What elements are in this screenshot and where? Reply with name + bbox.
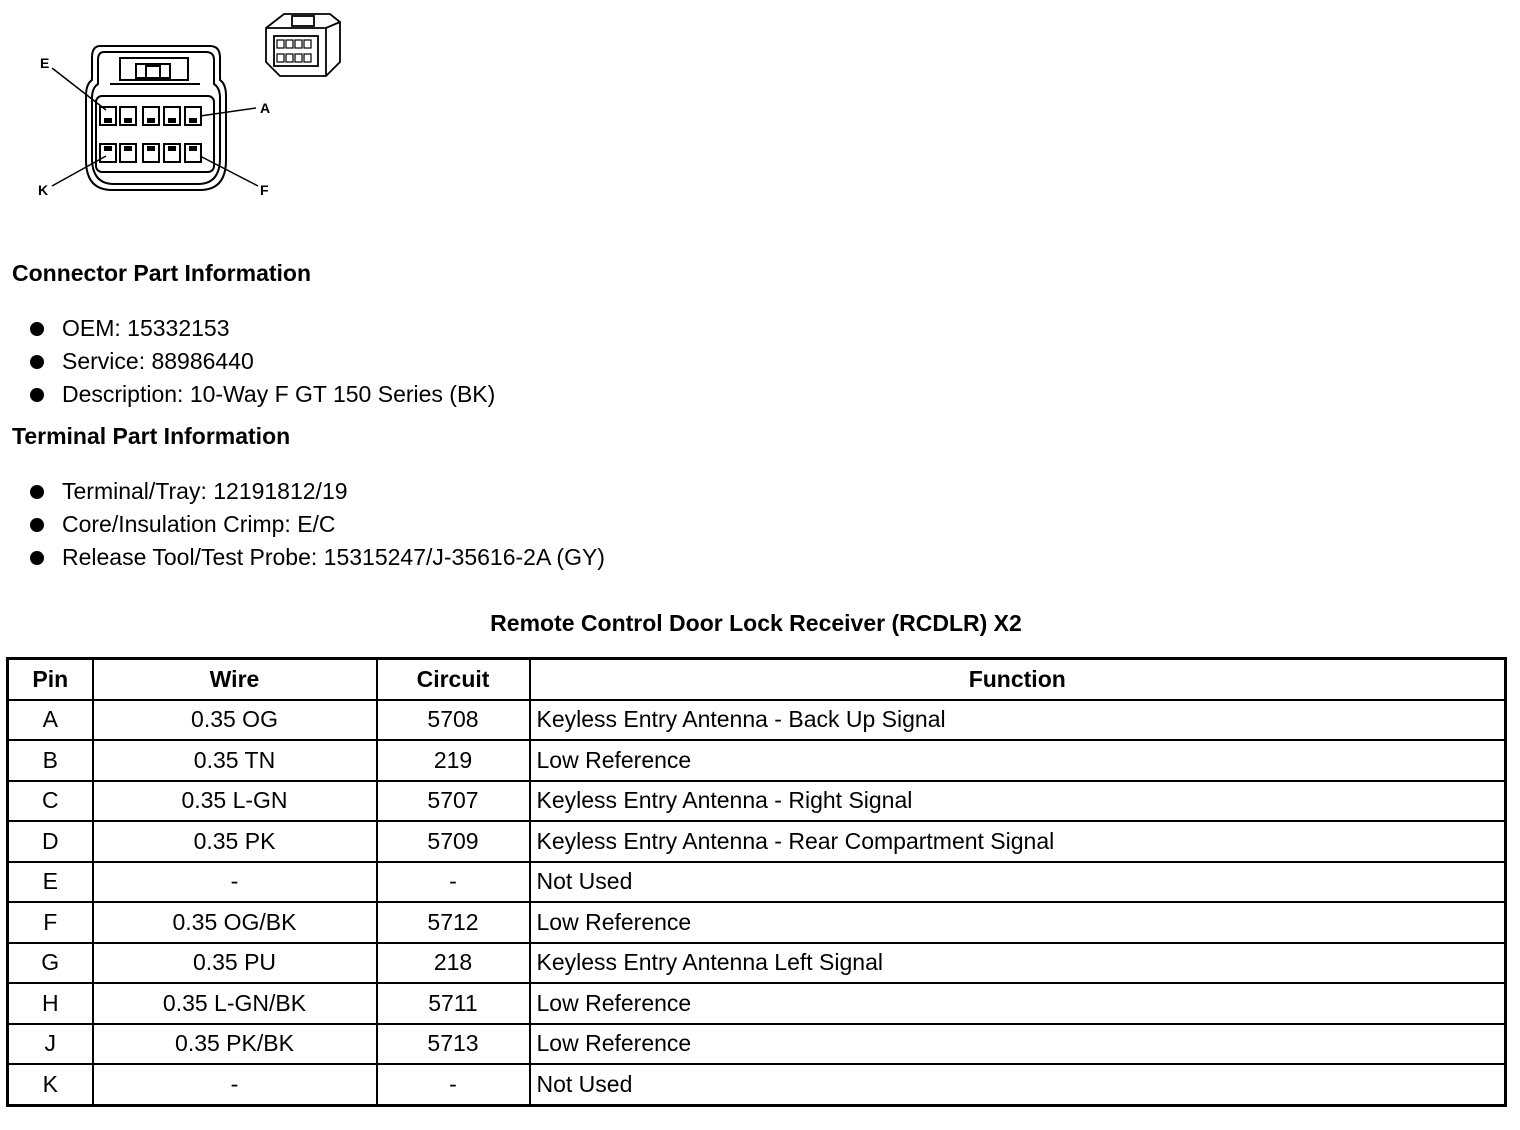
table-row [8, 902, 1506, 943]
connector-face-icon [52, 46, 258, 190]
cell-pin: H [8, 983, 93, 1024]
cell-function: Keyless Entry Antenna - Back Up Signal [530, 700, 1506, 741]
list-item [28, 541, 605, 574]
cell-wire: 0.35 L-GN [93, 781, 377, 822]
cell-circuit: 5709 [377, 821, 530, 862]
table-row [8, 700, 1506, 741]
cell-wire: 0.35 TN [93, 740, 377, 781]
table-row [8, 943, 1506, 984]
cell-circuit: 5712 [377, 902, 530, 943]
cell-function: Keyless Entry Antenna Left Signal [530, 943, 1506, 984]
pin-label-e: E [40, 55, 50, 71]
cell-circuit: 218 [377, 943, 530, 984]
cell-function: Not Used [530, 1064, 1506, 1105]
terminal-info-list [28, 475, 605, 574]
list-item-text: Release Tool/Test Probe: 15315247/J-35616-2A (GY) [62, 544, 605, 570]
cell-function: Low Reference [530, 740, 1506, 781]
cell-pin: G [8, 943, 93, 984]
cell-function: Low Reference [530, 1024, 1506, 1065]
table-title: Remote Control Door Lock Receiver (RCDLR) X2 [490, 610, 1022, 636]
cell-function: Keyless Entry Antenna - Rear Compartment Signal [530, 821, 1506, 862]
cell-pin: C [8, 781, 93, 822]
list-item [28, 475, 605, 508]
table-row [8, 1064, 1506, 1105]
list-item [28, 312, 495, 345]
connector-diagram [0, 0, 380, 215]
pin-label-a: A [260, 100, 271, 116]
table-row [8, 1024, 1506, 1065]
bullet-icon [30, 355, 44, 369]
list-item [28, 378, 495, 411]
list-item-text: Terminal/Tray: 12191812/19 [62, 478, 348, 504]
cell-circuit: - [377, 862, 530, 903]
cell-wire: 0.35 OG/BK [93, 902, 377, 943]
cell-function: Keyless Entry Antenna - Right Signal [530, 781, 1506, 822]
cell-pin: K [8, 1064, 93, 1105]
cell-pin: F [8, 902, 93, 943]
header-function: Function [530, 659, 1506, 700]
table-row [8, 821, 1506, 862]
cell-circuit: 5708 [377, 700, 530, 741]
bullet-icon [30, 518, 44, 532]
header-pin: Pin [8, 659, 93, 700]
cell-pin: D [8, 821, 93, 862]
bullet-icon [30, 322, 44, 336]
cell-circuit: 5707 [377, 781, 530, 822]
list-item-text: OEM: 15332153 [62, 315, 230, 341]
bullet-icon [30, 485, 44, 499]
cell-pin: B [8, 740, 93, 781]
terminal-info-heading: Terminal Part Information [12, 423, 291, 449]
header-circuit: Circuit [377, 659, 530, 700]
cell-wire: 0.35 OG [93, 700, 377, 741]
cell-wire: 0.35 PK [93, 821, 377, 862]
bullet-icon [30, 551, 44, 565]
header-wire: Wire [93, 659, 377, 700]
table-header-row [8, 659, 1506, 700]
list-item-text: Description: 10-Way F GT 150 Series (BK) [62, 381, 496, 407]
cell-circuit: 5711 [377, 983, 530, 1024]
connector-info-list [28, 312, 495, 411]
list-item [28, 508, 605, 541]
connector-3d-icon [266, 14, 340, 76]
connector-info-heading: Connector Part Information [12, 260, 312, 286]
cell-wire: 0.35 PU [93, 943, 377, 984]
cell-pin: E [8, 862, 93, 903]
cell-wire: - [93, 1064, 377, 1105]
cell-pin: J [8, 1024, 93, 1065]
cell-wire: 0.35 L-GN/BK [93, 983, 377, 1024]
pinout-table [6, 657, 1507, 1107]
cell-function: Low Reference [530, 983, 1506, 1024]
list-item-text: Core/Insulation Crimp: E/C [62, 511, 336, 537]
list-item [28, 345, 495, 378]
cell-function: Not Used [530, 862, 1506, 903]
cell-wire: 0.35 PK/BK [93, 1024, 377, 1065]
cell-circuit: 219 [377, 740, 530, 781]
pin-label-k: K [38, 182, 49, 198]
table-row [8, 740, 1506, 781]
cell-wire: - [93, 862, 377, 903]
table-row [8, 862, 1506, 903]
table-row [8, 983, 1506, 1024]
table-row [8, 781, 1506, 822]
list-item-text: Service: 88986440 [62, 348, 254, 374]
bullet-icon [30, 388, 44, 402]
cell-pin: A [8, 700, 93, 741]
pin-label-f: F [260, 182, 269, 198]
cell-function: Low Reference [530, 902, 1506, 943]
cell-circuit: - [377, 1064, 530, 1105]
cell-circuit: 5713 [377, 1024, 530, 1065]
